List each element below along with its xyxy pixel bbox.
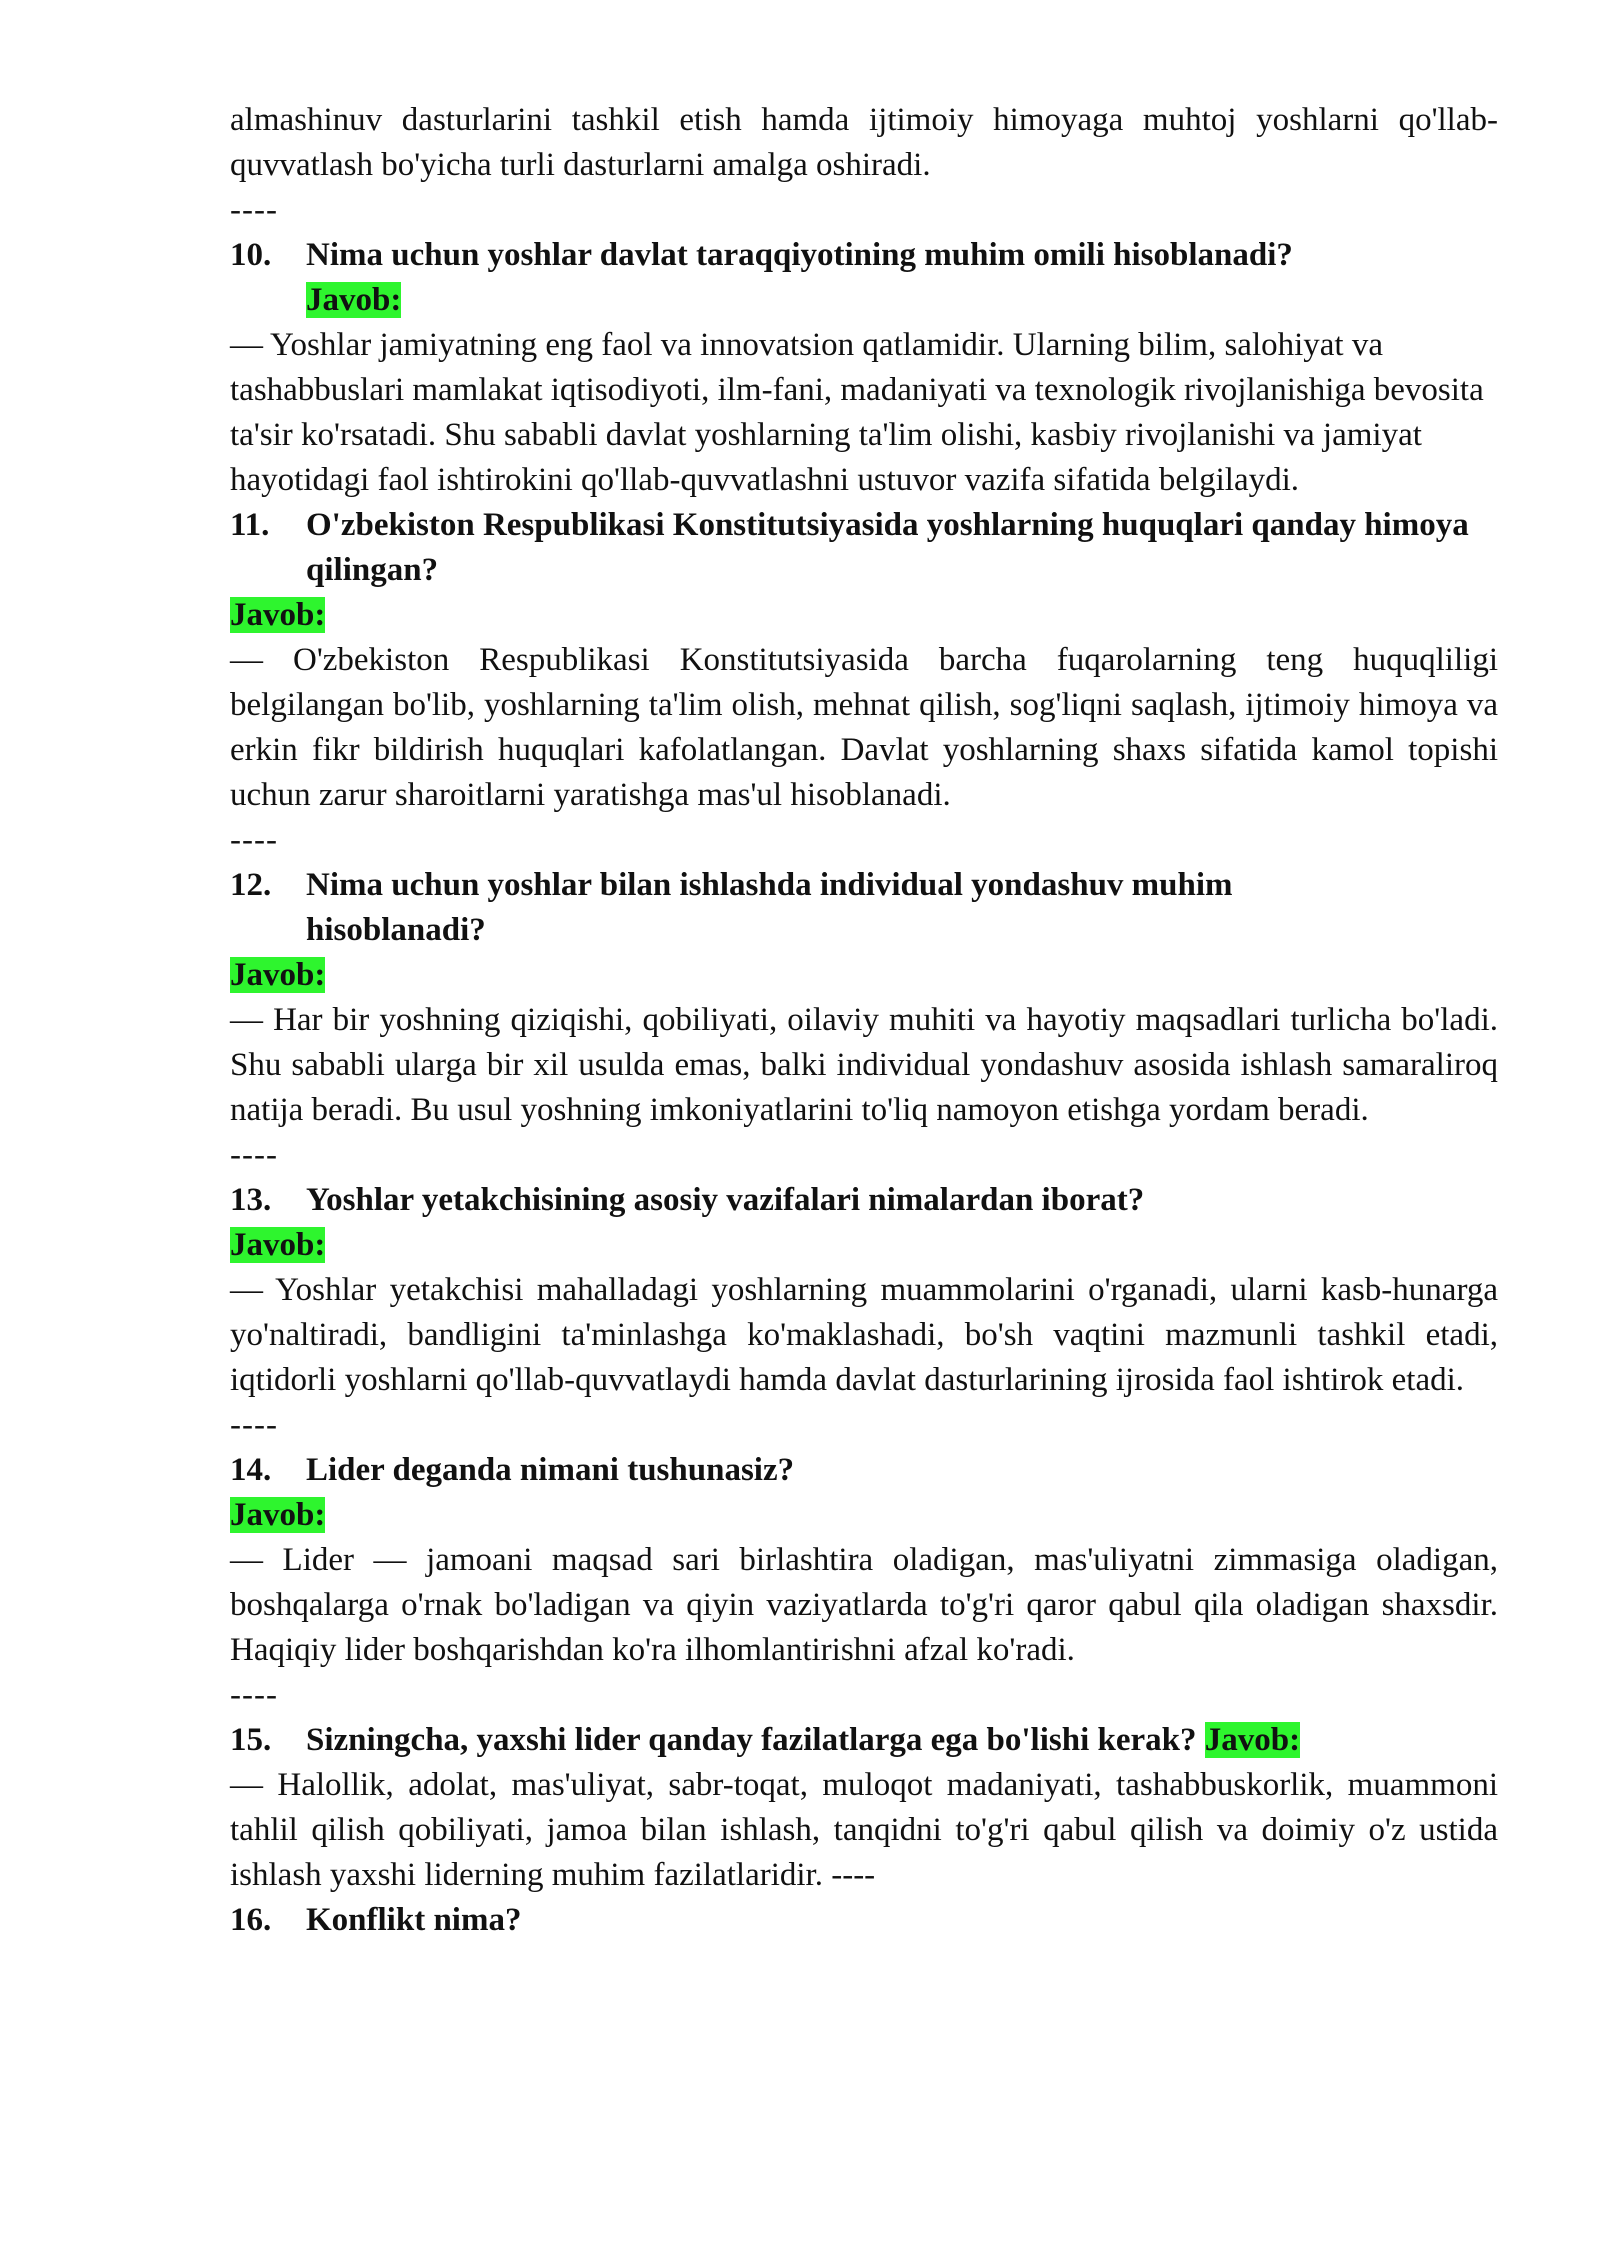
answer-13: — Yoshlar yetakchisi mahalladagi yoshlarning muammolarini o'rganadi, ularni kasb-hunarga yo'naltiradi, bandligini ta'minlashga ko'maklashadi, bo'sh vaqtini mazmunli tashkil etadi, iqtidorli yoshlarni qo'llab-quvvatlaydi hamda davlat dasturlarining ijrosida faol ishtirok etadi. (230, 1272, 1498, 1398)
question-number: 14. (230, 1452, 272, 1488)
answer-label-highlight: Javob: (306, 282, 402, 318)
question-number: 16. (230, 1902, 272, 1938)
answer-15: — Halollik, adolat, mas'uliyat, sabr-toqat, muloqot madaniyati, tashabbuskorlik, muammoni tahlil qilish qobiliyati, jamoa bilan ishlash, tanqidni to'g'ri qabul qilish va doimiy o'z ustida ishlash yaxshi liderning muhim fazilatlaridir. ---- (230, 1767, 1498, 1893)
answer-14: — Lider — jamoani maqsad sari birlashtira oladigan, mas'uliyatni zimmasiga oladigan, boshqalarga o'rnak bo'ladigan va qiyin vaziyatlarda to'g'ri qaror qabul qila oladigan shaxsdir. Haqiqiy lider boshqarishdan ko'ra ilhomlantirishni afzal ko'radi. (230, 1542, 1498, 1668)
question-12 (230, 863, 1498, 953)
separator: ---- (230, 1407, 278, 1443)
question-text: Nima uchun yoshlar bilan ishlashda individual yondashuv muhim hisoblanadi? (306, 867, 1233, 948)
answer-10: — Yoshlar jamiyatning eng faol va innovatsion qatlamidir. Ularning bilim, salohiyat va tashabbuslari mamlakat iqtisodiyoti, ilm-fani, madaniyati va texnologik rivojlanishiga bevosita ta'sir ko'rsatadi. Shu sababli davlat yoshlarning ta'lim olishi, kasbiy rivojlanishi va jamiyat hayotidagi faol ishtirokini qo'llab-quvvatlashni ustuvor vazifa sifatida belgilaydi. (230, 327, 1484, 498)
answer-label-highlight: Javob: (230, 1497, 326, 1533)
answer-label (230, 278, 1498, 323)
answer-label (230, 953, 1498, 998)
question-text: Yoshlar yetakchisining asosiy vazifalari nimalardan iborat? (306, 1182, 1145, 1218)
answer-12: — Har bir yoshning qiziqishi, qobiliyati, oilaviy muhiti va hayotiy maqsadlari turlicha bo'ladi. Shu sababli ularga bir xil usulda emas, balki individual yondashuv asosida ishlash samaraliroq natija beradi. Bu usul yoshning imkoniyatlarini to'liq namoyon etishga yordam beradi. (230, 1002, 1498, 1128)
question-11 (230, 503, 1498, 593)
separator: ---- (230, 192, 278, 228)
answer-label (230, 1493, 1498, 1538)
separator: ---- (230, 822, 278, 858)
question-number: 11. (230, 507, 270, 543)
question-text: Nima uchun yoshlar davlat taraqqiyotining muhim omili hisoblanadi? (306, 237, 1293, 273)
question-number: 13. (230, 1182, 272, 1218)
answer-label-highlight: Javob: (230, 1227, 326, 1263)
question-13 (230, 1178, 1498, 1223)
question-10 (230, 233, 1498, 278)
answer-label-highlight: Javob: (230, 597, 326, 633)
separator: ---- (230, 1677, 278, 1713)
question-14 (230, 1448, 1498, 1493)
question-text: O'zbekiston Respublikasi Konstitutsiyasida yoshlarning huquqlari qanday himoya qilingan? (306, 507, 1469, 588)
separator: ---- (230, 1137, 278, 1173)
question-16 (230, 1898, 1498, 1943)
question-15 (230, 1718, 1498, 1763)
question-number: 10. (230, 237, 272, 273)
question-number: 12. (230, 867, 272, 903)
answer-11: — O'zbekiston Respublikasi Konstitutsiyasida barcha fuqarolarning teng huquqliligi belgilangan bo'lib, yoshlarning ta'lim olish, mehnat qilish, sog'liqni saqlash, ijtimoiy himoya va erkin fikr bildirish huquqlari kafolatlangan. Davlat yoshlarning shaxs sifatida kamol topishi uchun zarur sharoitlarni yaratishga mas'ul hisoblanadi. (230, 642, 1498, 813)
question-text: Lider deganda nimani tushunasiz? (306, 1452, 795, 1488)
question-number: 15. (230, 1722, 272, 1758)
question-text: Sizningcha, yaxshi lider qanday fazilatlarga ega bo'lishi kerak? (306, 1722, 1197, 1758)
question-text: Konflikt nima? (306, 1902, 522, 1938)
document-page (230, 98, 1498, 1943)
answer-label-highlight: Javob: (230, 957, 326, 993)
answer-label (230, 1223, 1498, 1268)
intro-paragraph: almashinuv dasturlarini tashkil etish hamda ijtimoiy himoyaga muhtoj yoshlarni qo'llab-quvvatlash bo'yicha turli dasturlarni amalga oshiradi. (230, 102, 1498, 183)
answer-label-highlight: Javob: (1204, 1722, 1301, 1758)
answer-label (230, 593, 1498, 638)
